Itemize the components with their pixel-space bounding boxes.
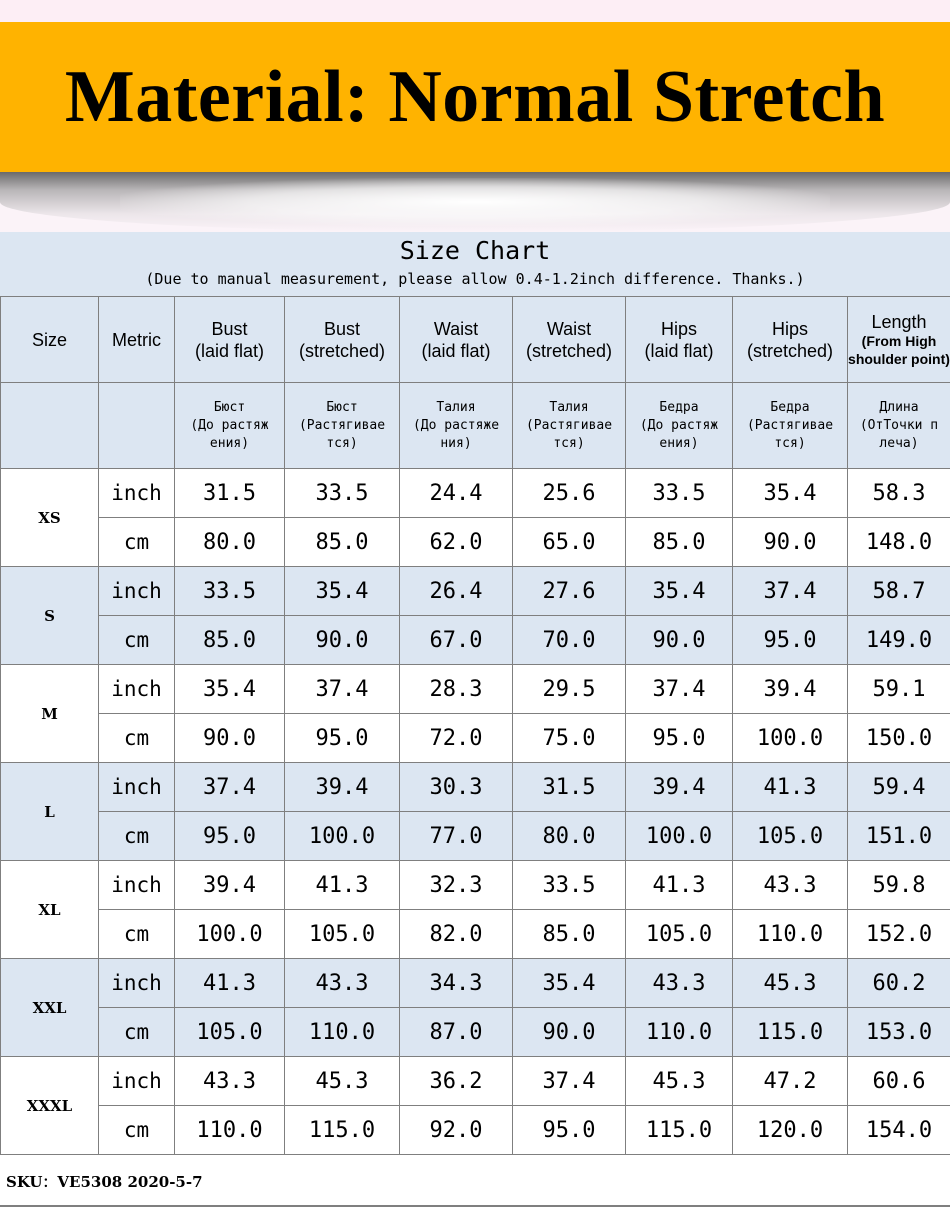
size-label: XS bbox=[1, 469, 99, 567]
measurement-cell: 39.4 bbox=[175, 861, 285, 910]
header-ru-bust-flat bbox=[175, 383, 285, 469]
measurement-cell: 31.5 bbox=[175, 469, 285, 518]
measurement-cell: 75.0 bbox=[513, 714, 626, 763]
unit-label: inch bbox=[99, 665, 175, 714]
header-length bbox=[848, 297, 950, 383]
unit-label: cm bbox=[99, 714, 175, 763]
measurement-cell: 152.0 bbox=[848, 910, 950, 959]
header-label: Bust bbox=[211, 318, 248, 339]
measurement-cell: 95.0 bbox=[733, 616, 848, 665]
measurement-cell: 85.0 bbox=[513, 910, 626, 959]
measurement-cell: 95.0 bbox=[626, 714, 733, 763]
measurement-cell: 62.0 bbox=[400, 518, 513, 567]
measurement-cell: 110.0 bbox=[285, 1008, 400, 1057]
ru-sublabel: (До растяж bbox=[639, 417, 719, 433]
measurement-cell: 60.2 bbox=[848, 959, 950, 1008]
size-chart-title: Size Chart bbox=[399, 236, 551, 265]
measurement-cell: 95.0 bbox=[285, 714, 400, 763]
header-sublabel: (laid flat) bbox=[421, 340, 491, 361]
header-label: Length bbox=[871, 311, 927, 332]
measurement-cell: 41.3 bbox=[733, 763, 848, 812]
table-row bbox=[1, 1106, 950, 1155]
measurement-cell: 115.0 bbox=[733, 1008, 848, 1057]
measurement-cell: 39.4 bbox=[733, 665, 848, 714]
ru-sublabel: тся) bbox=[774, 435, 806, 451]
measurement-cell: 37.4 bbox=[175, 763, 285, 812]
header-ru-bust-stretched bbox=[285, 383, 400, 469]
table-row bbox=[1, 469, 950, 518]
table-row bbox=[1, 1057, 950, 1106]
measurement-cell: 35.4 bbox=[175, 665, 285, 714]
measurement-cell: 100.0 bbox=[626, 812, 733, 861]
unit-label: cm bbox=[99, 1106, 175, 1155]
table-row bbox=[1, 910, 950, 959]
ru-sublabel: (До растяже bbox=[412, 417, 500, 433]
size-label: XL bbox=[1, 861, 99, 959]
measurement-cell: 36.2 bbox=[400, 1057, 513, 1106]
measurement-cell: 43.3 bbox=[626, 959, 733, 1008]
measurement-cell: 72.0 bbox=[400, 714, 513, 763]
measurement-cell: 35.4 bbox=[733, 469, 848, 518]
measurement-cell: 90.0 bbox=[513, 1008, 626, 1057]
ru-label: Талия bbox=[549, 399, 589, 415]
ru-label: Бедра bbox=[770, 399, 810, 415]
measurement-cell: 33.5 bbox=[285, 469, 400, 518]
measurement-cell: 151.0 bbox=[848, 812, 950, 861]
measurement-cell: 33.5 bbox=[175, 567, 285, 616]
measurement-cell: 37.4 bbox=[513, 1057, 626, 1106]
measurement-cell: 148.0 bbox=[848, 518, 950, 567]
measurement-cell: 92.0 bbox=[400, 1106, 513, 1155]
measurement-cell: 120.0 bbox=[733, 1106, 848, 1155]
measurement-cell: 90.0 bbox=[285, 616, 400, 665]
measurement-cell: 110.0 bbox=[626, 1008, 733, 1057]
header-size: Size bbox=[1, 297, 99, 383]
measurement-cell: 105.0 bbox=[626, 910, 733, 959]
header-row-en bbox=[1, 297, 950, 383]
header-ru-hips-flat bbox=[626, 383, 733, 469]
ru-sublabel: (ОтТочки п bbox=[859, 417, 939, 433]
header-label: Waist bbox=[433, 318, 479, 339]
measurement-cell: 41.3 bbox=[175, 959, 285, 1008]
ru-sublabel: леча) bbox=[879, 435, 919, 451]
header-label: Hips bbox=[660, 318, 697, 339]
measurement-cell: 105.0 bbox=[175, 1008, 285, 1057]
measurement-cell: 153.0 bbox=[848, 1008, 950, 1057]
measurement-cell: 95.0 bbox=[175, 812, 285, 861]
header-sublabel: (stretched) bbox=[298, 340, 386, 361]
measurement-cell: 58.7 bbox=[848, 567, 950, 616]
ru-label: Бюст bbox=[326, 399, 358, 415]
header-label: Waist bbox=[546, 318, 592, 339]
unit-label: inch bbox=[99, 469, 175, 518]
measurement-cell: 32.3 bbox=[400, 861, 513, 910]
measurement-cell: 31.5 bbox=[513, 763, 626, 812]
header-ru-waist-stretched bbox=[513, 383, 626, 469]
measurement-cell: 58.3 bbox=[848, 469, 950, 518]
sku-footer: SKU：VE5308 2020-5-7 bbox=[0, 1157, 950, 1207]
unit-label: cm bbox=[99, 1008, 175, 1057]
header-label: Bust bbox=[323, 318, 361, 339]
measurement-cell: 59.4 bbox=[848, 763, 950, 812]
header-sublabel: (From High shoulder point) bbox=[848, 332, 950, 367]
table-row bbox=[1, 665, 950, 714]
measurement-cell: 105.0 bbox=[285, 910, 400, 959]
header-bust-flat bbox=[175, 297, 285, 383]
unit-label: cm bbox=[99, 616, 175, 665]
measurement-cell: 45.3 bbox=[733, 959, 848, 1008]
measurement-cell: 39.4 bbox=[626, 763, 733, 812]
ru-label: Бедра bbox=[659, 399, 699, 415]
size-label: S bbox=[1, 567, 99, 665]
table-row bbox=[1, 518, 950, 567]
measurement-cell: 35.4 bbox=[513, 959, 626, 1008]
table-row bbox=[1, 616, 950, 665]
measurement-cell: 82.0 bbox=[400, 910, 513, 959]
measurement-cell: 87.0 bbox=[400, 1008, 513, 1057]
measurement-cell: 37.4 bbox=[626, 665, 733, 714]
ru-sublabel: тся) bbox=[326, 435, 358, 451]
measurement-cell: 37.4 bbox=[285, 665, 400, 714]
measurement-cell: 105.0 bbox=[733, 812, 848, 861]
measurement-cell: 115.0 bbox=[285, 1106, 400, 1155]
measurement-cell: 110.0 bbox=[175, 1106, 285, 1155]
size-chart-note: (Due to manual measurement, please allow 0.4-1.2inch difference. Thanks.) bbox=[145, 270, 805, 288]
measurement-cell: 70.0 bbox=[513, 616, 626, 665]
header-waist-flat bbox=[400, 297, 513, 383]
measurement-cell: 27.6 bbox=[513, 567, 626, 616]
table-row bbox=[1, 861, 950, 910]
header-label: Hips bbox=[771, 318, 808, 339]
measurement-cell: 100.0 bbox=[285, 812, 400, 861]
measurement-cell: 41.3 bbox=[285, 861, 400, 910]
measurement-cell: 35.4 bbox=[626, 567, 733, 616]
table-row bbox=[1, 763, 950, 812]
header-hips-flat bbox=[626, 297, 733, 383]
measurement-cell: 85.0 bbox=[285, 518, 400, 567]
measurement-cell: 34.3 bbox=[400, 959, 513, 1008]
banner-shadow-highlight bbox=[120, 178, 830, 226]
ru-sublabel: (До растяж bbox=[190, 417, 269, 433]
unit-label: inch bbox=[99, 861, 175, 910]
header-sublabel: (laid flat) bbox=[644, 340, 714, 361]
ru-label: Длина bbox=[879, 399, 919, 415]
measurement-cell: 90.0 bbox=[175, 714, 285, 763]
measurement-cell: 47.2 bbox=[733, 1057, 848, 1106]
table-row bbox=[1, 959, 950, 1008]
size-label: XXXL bbox=[1, 1057, 99, 1155]
header-bust-stretched bbox=[285, 297, 400, 383]
measurement-cell: 110.0 bbox=[733, 910, 848, 959]
size-label: L bbox=[1, 763, 99, 861]
unit-label: inch bbox=[99, 763, 175, 812]
measurement-cell: 45.3 bbox=[285, 1057, 400, 1106]
size-label: XXL bbox=[1, 959, 99, 1057]
measurement-cell: 85.0 bbox=[175, 616, 285, 665]
measurement-cell: 100.0 bbox=[733, 714, 848, 763]
ru-sublabel: тся) bbox=[553, 435, 585, 451]
ru-sublabel: (Растягивае bbox=[298, 417, 386, 433]
unit-label: cm bbox=[99, 518, 175, 567]
header-ru-waist-flat bbox=[400, 383, 513, 469]
measurement-cell: 43.3 bbox=[733, 861, 848, 910]
measurement-cell: 33.5 bbox=[626, 469, 733, 518]
banner-title: Material: Normal Stretch bbox=[64, 55, 886, 138]
unit-label: cm bbox=[99, 812, 175, 861]
header-hips-stretched bbox=[733, 297, 848, 383]
unit-label: inch bbox=[99, 959, 175, 1008]
measurement-cell: 67.0 bbox=[400, 616, 513, 665]
measurement-cell: 60.6 bbox=[848, 1057, 950, 1106]
top-strip bbox=[0, 0, 950, 22]
measurement-cell: 80.0 bbox=[175, 518, 285, 567]
measurement-cell: 30.3 bbox=[400, 763, 513, 812]
size-table bbox=[0, 296, 950, 1155]
ru-sublabel: ния) bbox=[440, 435, 472, 451]
ru-sublabel: (Растягивае bbox=[746, 417, 834, 433]
measurement-cell: 59.1 bbox=[848, 665, 950, 714]
ru-label: Талия bbox=[436, 399, 476, 415]
size-chart-header bbox=[0, 232, 950, 296]
header-metric: Metric bbox=[99, 297, 175, 383]
measurement-cell: 41.3 bbox=[626, 861, 733, 910]
header-ru-empty bbox=[1, 383, 99, 469]
header-ru-hips-stretched bbox=[733, 383, 848, 469]
material-banner bbox=[0, 22, 950, 172]
measurement-cell: 90.0 bbox=[626, 616, 733, 665]
measurement-cell: 65.0 bbox=[513, 518, 626, 567]
measurement-cell: 59.8 bbox=[848, 861, 950, 910]
header-sublabel: (laid flat) bbox=[194, 340, 265, 361]
measurement-cell: 29.5 bbox=[513, 665, 626, 714]
header-waist-stretched bbox=[513, 297, 626, 383]
measurement-cell: 149.0 bbox=[848, 616, 950, 665]
measurement-cell: 25.6 bbox=[513, 469, 626, 518]
measurement-cell: 150.0 bbox=[848, 714, 950, 763]
ru-sublabel: ения) bbox=[209, 435, 250, 451]
measurement-cell: 33.5 bbox=[513, 861, 626, 910]
header-sublabel: (stretched) bbox=[746, 340, 834, 361]
unit-label: inch bbox=[99, 567, 175, 616]
header-ru-empty bbox=[99, 383, 175, 469]
measurement-cell: 24.4 bbox=[400, 469, 513, 518]
table-row bbox=[1, 1008, 950, 1057]
measurement-cell: 90.0 bbox=[733, 518, 848, 567]
measurement-cell: 85.0 bbox=[626, 518, 733, 567]
measurement-cell: 35.4 bbox=[285, 567, 400, 616]
measurement-cell: 26.4 bbox=[400, 567, 513, 616]
measurement-cell: 95.0 bbox=[513, 1106, 626, 1155]
measurement-cell: 39.4 bbox=[285, 763, 400, 812]
measurement-cell: 115.0 bbox=[626, 1106, 733, 1155]
unit-label: inch bbox=[99, 1057, 175, 1106]
measurement-cell: 45.3 bbox=[626, 1057, 733, 1106]
table-row bbox=[1, 812, 950, 861]
measurement-cell: 43.3 bbox=[285, 959, 400, 1008]
measurement-cell: 100.0 bbox=[175, 910, 285, 959]
measurement-cell: 43.3 bbox=[175, 1057, 285, 1106]
size-label: M bbox=[1, 665, 99, 763]
table-row bbox=[1, 714, 950, 763]
header-ru-length bbox=[848, 383, 950, 469]
ru-label: Бюст bbox=[213, 399, 246, 415]
ru-sublabel: (Растягивае bbox=[525, 417, 613, 433]
measurement-cell: 77.0 bbox=[400, 812, 513, 861]
measurement-cell: 80.0 bbox=[513, 812, 626, 861]
unit-label: cm bbox=[99, 910, 175, 959]
measurement-cell: 154.0 bbox=[848, 1106, 950, 1155]
measurement-cell: 28.3 bbox=[400, 665, 513, 714]
header-sublabel: (stretched) bbox=[525, 340, 613, 361]
ru-sublabel: ения) bbox=[659, 435, 699, 451]
header-row-ru bbox=[1, 383, 950, 469]
table-row bbox=[1, 567, 950, 616]
measurement-cell: 37.4 bbox=[733, 567, 848, 616]
